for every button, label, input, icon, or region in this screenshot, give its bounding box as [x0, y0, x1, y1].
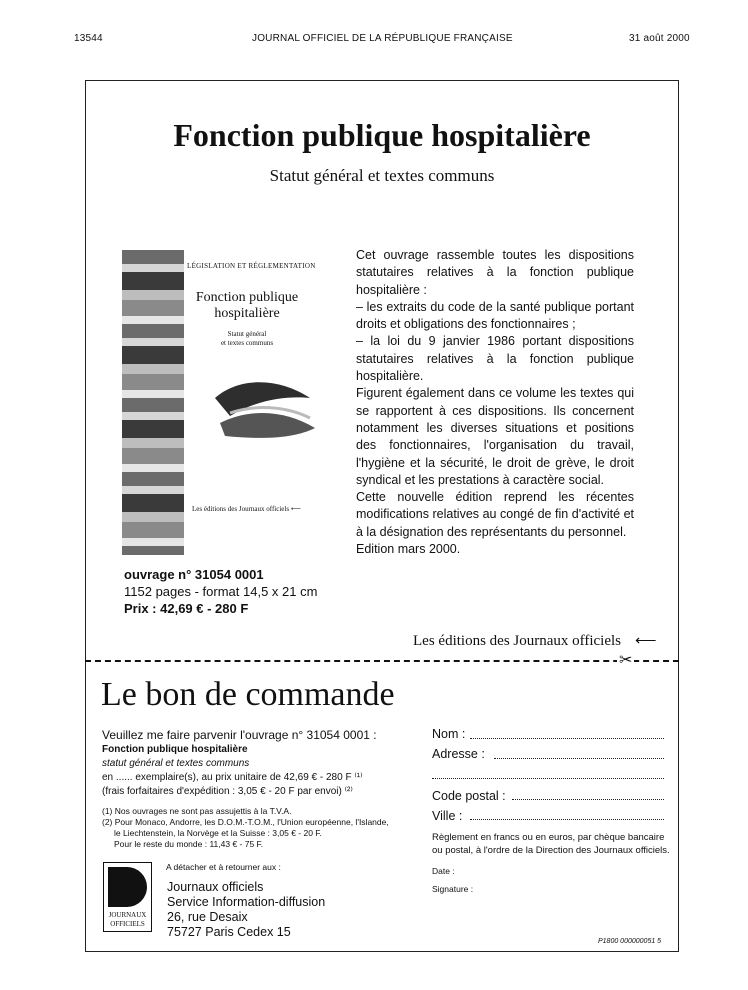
header-date: 31 août 2000	[629, 33, 690, 44]
note-3: le Liechtenstein, la Norvège et la Suisse : 3,05 € - 20 F.	[114, 828, 322, 838]
cover-title	[184, 290, 310, 322]
desc-para-6: Edition mars 2000.	[356, 542, 461, 557]
address-line-2: Service Information-diffusion	[167, 895, 326, 909]
order-book-subtitle: statut général et textes communs	[102, 758, 250, 769]
book-reference	[124, 566, 317, 617]
desc-para-2: – les extraits du code de la santé publique portant droits et obligations des fonctionnaires ;	[356, 299, 634, 332]
cover-photo-strip	[122, 250, 184, 555]
adresse-label: Adresse :	[432, 747, 485, 761]
address-line-3: 26, rue Desaix	[167, 910, 248, 924]
cover-title-line2: hospitalière	[214, 306, 280, 321]
cover-series: LÉGISLATION ET RÉGLEMENTATION	[187, 262, 316, 270]
order-request	[102, 727, 402, 799]
note-1: (1) Nos ouvrages ne sont pas assujettis à la T.V.A.	[102, 806, 292, 816]
logo-line2: OFFICIELS	[110, 920, 145, 928]
adresse-field[interactable]	[494, 758, 664, 759]
journal-title: JOURNAL OFFICIEL DE LA RÉPUBLIQUE FRANÇAISE	[252, 33, 513, 44]
address-line-4: 75727 Paris Cedex 15	[167, 925, 291, 939]
nom-label: Nom :	[432, 727, 466, 741]
cut-line	[85, 660, 679, 662]
publisher-line	[413, 631, 657, 650]
ad-subtitle: Statut général et textes communs	[269, 166, 495, 185]
cover-publisher: Les éditions des Journaux officiels ⟵	[192, 505, 301, 513]
payment-instructions: Règlement en francs ou en euros, par chèque bancaire ou postal, à l'ordre de la Direction des Journaux officiels.	[432, 832, 670, 856]
ville-label: Ville :	[432, 809, 463, 823]
form-code: P1800 000000051 5	[598, 938, 662, 945]
cover-publisher-text: Les éditions des Journaux officiels	[192, 505, 290, 513]
book-description	[356, 247, 634, 558]
order-quantity-line[interactable]: en ...... exemplaire(s), au prix unitaire de 42,69 € - 280 F ⁽¹⁾	[102, 772, 363, 783]
page-number: 13544	[74, 33, 103, 44]
desc-para-5: Cette nouvelle édition reprend les récentes modifications relatives au congé de fin d'activité et à la désignation des représentants du personnel.	[356, 490, 634, 539]
logo-line1: JOURNAUX	[108, 911, 147, 919]
nom-field[interactable]	[470, 738, 664, 739]
detach-instruction: A détacher et à retourner aux :	[166, 862, 281, 872]
note-4: Pour le reste du monde : 11,43 € - 75 F.	[114, 839, 264, 849]
order-shipping-line: (frais forfaitaires d'expédition : 3,05 € - 20 F par envoi) ⁽²⁾	[102, 786, 353, 797]
date-label[interactable]: Date :	[432, 866, 455, 876]
order-intro: Veuillez me faire parvenir l'ouvrage n° 31054 0001 :	[102, 728, 377, 742]
code-postal-label: Code postal :	[432, 789, 506, 803]
book-format: 1152 pages - format 14,5 x 21 cm	[124, 584, 318, 599]
ville-field[interactable]	[470, 819, 664, 820]
desc-para-3: – la loi du 9 janvier 1986 portant dispositions statutaires relatives à la fonction publique hospitalière.	[356, 334, 634, 384]
note-2: (2) Pour Monaco, Andorre, les D.O.M.-T.O.M., l'Union européenne, l'Islande,	[102, 817, 389, 827]
code-postal-field[interactable]	[512, 799, 664, 800]
hands-illustration	[210, 368, 320, 456]
address-line-1: Journaux officiels	[167, 880, 264, 894]
ref-number: ouvrage n° 31054 0001	[124, 567, 264, 582]
order-notes	[102, 806, 402, 850]
order-book-title: Fonction publique hospitalière	[102, 744, 248, 755]
cover-sub-line1: Statut général	[227, 330, 267, 338]
cover-title-line1: Fonction publique	[195, 290, 299, 305]
order-form-heading: Le bon de commande	[101, 676, 395, 713]
return-address	[167, 880, 325, 940]
arrow-left-icon: ⟵	[635, 633, 657, 649]
adresse-field-line2[interactable]	[432, 778, 664, 779]
scissors-icon: ✂	[619, 652, 633, 669]
signature-label[interactable]: Signature :	[432, 884, 474, 894]
journaux-officiels-logo	[103, 862, 152, 932]
cover-subtitle	[184, 330, 310, 348]
book-price: Prix : 42,69 € - 280 F	[124, 601, 249, 616]
book-cover	[122, 250, 330, 555]
logo-mark	[108, 867, 147, 907]
desc-para-1: Cet ouvrage rassemble toutes les dispositions statutaires relatives à la fonction publique hospitalière :	[356, 248, 634, 297]
publisher-text: Les éditions des Journaux officiels	[413, 633, 622, 649]
ad-title: Fonction publique hospitalière	[173, 117, 591, 153]
cover-sub-line2: et textes communs	[220, 339, 274, 347]
desc-para-4: Figurent également dans ce volume les textes qui se rapportent à ces dispositions. Ils concernent notamment les diverses situations et positions des fonctionnaires, l'organisation du travail, l'hygiène et la sécurité, le droit de grève, le droit syndical et les prestations à caractère social.	[356, 386, 634, 487]
